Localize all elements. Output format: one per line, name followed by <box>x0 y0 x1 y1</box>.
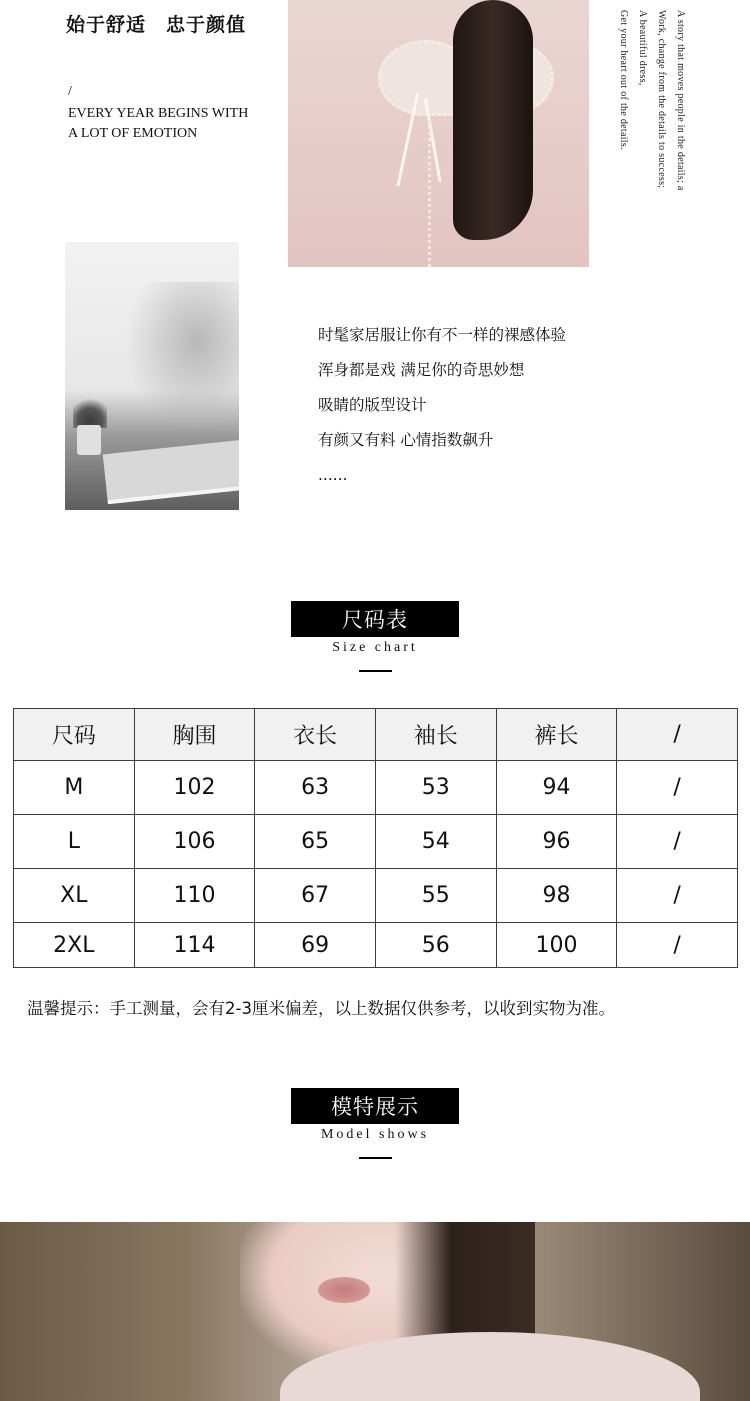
size-chart-title: 尺码表 <box>291 601 459 637</box>
table-cell: 96 <box>496 815 617 869</box>
model-section-subtitle: Model shows <box>320 1127 430 1142</box>
table-cell: 100 <box>496 923 617 968</box>
poem-line-3: 吸睛的版型设计 <box>318 396 427 414</box>
size-chart-divider <box>359 670 392 672</box>
size-table <box>13 708 738 968</box>
poem-line-1: 时髦家居服让你有不一样的裸感体验 <box>318 326 567 344</box>
table-cell: 53 <box>375 761 496 815</box>
product-photo-top <box>288 0 589 267</box>
table-cell: 110 <box>134 869 255 923</box>
table-cell: / <box>617 815 738 869</box>
table-cell: 65 <box>255 815 376 869</box>
table-row <box>14 761 738 815</box>
table-cell: 55 <box>375 869 496 923</box>
description-poem <box>318 318 566 493</box>
table-cell: 98 <box>496 869 617 923</box>
table-row <box>14 923 738 968</box>
model-photo <box>0 1222 750 1401</box>
header-cell: 胸围 <box>134 709 255 761</box>
table-cell: 56 <box>375 923 496 968</box>
table-cell: 67 <box>255 869 376 923</box>
table-cell: 69 <box>255 923 376 968</box>
vertical-text-4: Get your heart out of the details. <box>618 10 629 150</box>
header-cell: 尺码 <box>14 709 135 761</box>
english-line-2: A LOT OF EMOTION <box>68 126 198 141</box>
table-cell: XL <box>14 869 135 923</box>
intro-english-text <box>68 104 248 144</box>
table-cell: 63 <box>255 761 376 815</box>
header-cell: / <box>617 709 738 761</box>
table-cell: 94 <box>496 761 617 815</box>
header-cell: 袖长 <box>375 709 496 761</box>
vertical-text-2: Work, change from the details to success; <box>656 10 667 189</box>
table-cell: / <box>617 923 738 968</box>
intro-slash: / <box>68 84 72 99</box>
table-cell: L <box>14 815 135 869</box>
intro-headline: 始于舒适 忠于颜值 <box>66 14 247 36</box>
table-cell: 106 <box>134 815 255 869</box>
measurement-note: 温馨提示：手工测量，会有2-3厘米偏差，以上数据仅供参考，以收到实物为准。 <box>27 999 615 1018</box>
table-cell: 2XL <box>14 923 135 968</box>
vertical-text-3: A beautiful dress, <box>637 10 648 86</box>
table-cell: / <box>617 761 738 815</box>
header-cell: 裤长 <box>496 709 617 761</box>
table-cell: M <box>14 761 135 815</box>
table-header-row <box>14 709 738 761</box>
table-row <box>14 869 738 923</box>
table-cell: 102 <box>134 761 255 815</box>
table-row <box>14 815 738 869</box>
size-chart-subtitle: Size chart <box>332 640 418 655</box>
poem-line-4: 有颜又有料 心情指数飙升 <box>318 431 494 449</box>
model-section-divider <box>359 1157 392 1159</box>
vertical-text-1: A story that moves people in the details; a <box>675 10 686 191</box>
poem-line-2: 浑身都是戏 满足你的奇思妙想 <box>318 361 525 379</box>
poem-ellipsis: ...... <box>318 466 348 484</box>
table-cell: 54 <box>375 815 496 869</box>
model-section-title: 模特展示 <box>291 1088 459 1124</box>
still-life-photo <box>65 242 239 510</box>
table-cell: 114 <box>134 923 255 968</box>
header-cell: 衣长 <box>255 709 376 761</box>
table-cell: / <box>617 869 738 923</box>
english-line-1: EVERY YEAR BEGINS WITH <box>68 106 249 121</box>
